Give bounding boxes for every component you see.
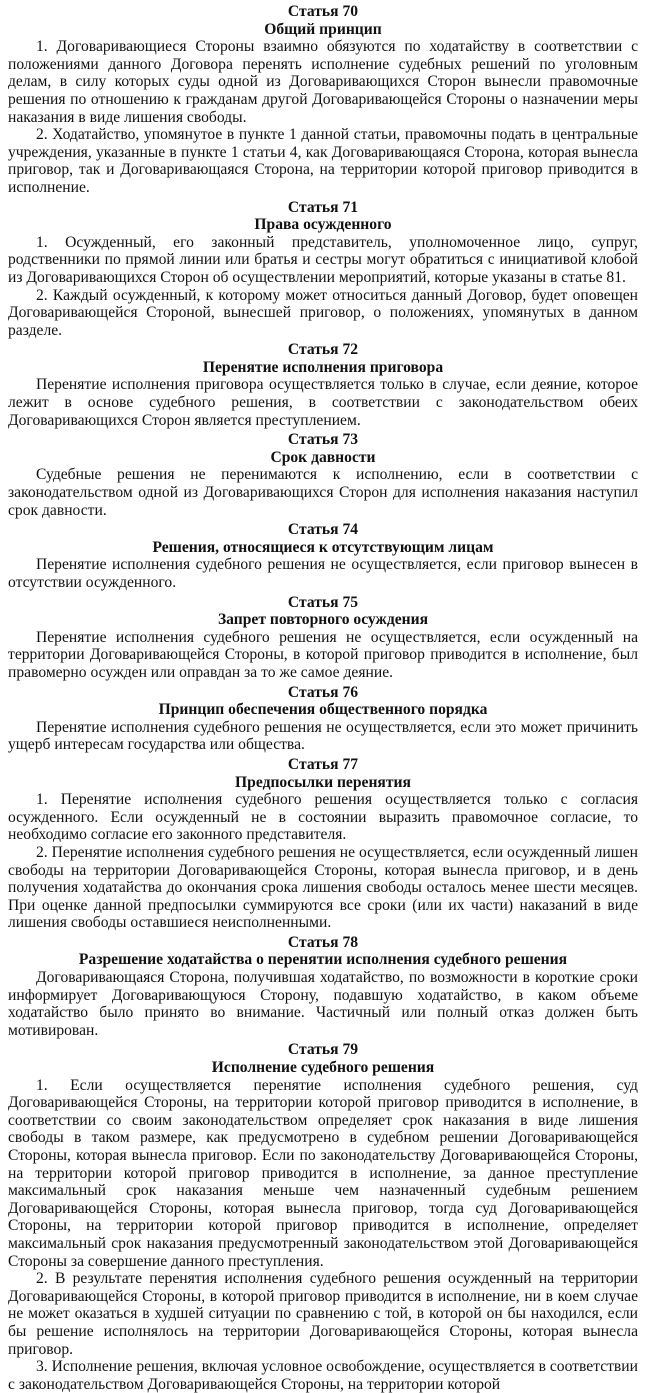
article-72: [8, 341, 638, 429]
article-paragraph: 2. Ходатайство, упомянутое в пункте 1 данной статьи, правомочны подать в центральные учреждения, указанные в пункте 1 статьи 4, как Договаривающаяся Сторона, которая вынесла приговор, так и Договаривающаяся Сторона, на территории которой приговор приводится в исполнение.: [8, 126, 638, 196]
article-74: [8, 521, 638, 591]
article-paragraph: 1. Договаривающиеся Стороны взаимно обязуются по ходатайству в соответствии с положениями данного Договора перенять исполнение судебных решений по уголовным делам, в силу которых суды одной из Договаривающихся Сторон вынесли правомочные решения по отношению к гражданам другой Договаривающейся Стороны о назначении меры наказания в виде лишения свободы.: [8, 38, 638, 126]
article-paragraph: 1. Перенятие исполнения судебного решения осуществляется только с согласия осужденного. Если осужденный не в состоянии выразить правомочное согласие, то необходимо согласие его законного представителя.: [8, 791, 638, 844]
article-title: Перенятие исполнения приговора: [202, 358, 444, 376]
article-70: [8, 3, 638, 197]
article-title: Принцип обеспечения общественного порядка: [158, 701, 488, 719]
article-paragraph: Перенятие исполнения судебного решения не осуществляется, если осужденный на территории Договаривающейся Стороны, в которой приговор приводится в исполнение, был правомерно осужден или оправдан за то же самое деяние.: [8, 628, 638, 681]
article-paragraph: 1. Если осуществляется перенятие исполнения судебного решения, суд Договаривающейся Стороны, на территории которой приговор приводится в исполнение, в соответствии со своим законодательством определяет срок наказания в виде лишения свободы в таком размере, как предусмотрено в судебном решении Договаривающейся Стороны, которая вынесла приговор. Если по законодательству Договаривающейся Стороны, на территории которой приговор приводится в исполнение, за данное преступление максимальный срок наказания меньше чем назначенный судебным решением Договаривающейся Стороны, которая вынесла приговор, тогда суд Договаривающейся Стороны, на территории которой приговор приводится в исполнение, определяет максимальный срок наказания предусмотренный законодательством этой Договаривающейся Стороны за совершение данного преступления.: [8, 1076, 638, 1270]
article-number: Статья 72: [287, 341, 359, 359]
article-number: Статья 78: [287, 933, 359, 951]
article-71: [8, 199, 638, 340]
article-number: Статья 70: [287, 3, 359, 20]
article-number: Статья 71: [287, 198, 359, 216]
article-paragraph: 2. В результате перенятия исполнения судебного решения осужденный на территории Договаривающейся Стороны, в которой приговор приводится в исполнение, ни в коем случае не может оказаться в худшей ситуации по сравнению с той, в которой он бы находился, если бы решение исполнялось на территории Договаривающейся Стороны, которая вынесла приговор.: [8, 1270, 638, 1358]
article-title: Общий принцип: [264, 20, 382, 38]
article-paragraph: Перенятие исполнения приговора осуществляется только в случае, если деяние, которое лежит в основе судебного решения, в соответствии с законодательством обеих Договаривающихся Сторон является преступлением.: [8, 376, 638, 429]
article-paragraph: Перенятие исполнения судебного решения не осуществляется, если это может причинить ущерб интересам государства или общества.: [8, 718, 638, 754]
article-number: Статья 76: [287, 683, 359, 701]
article-title: Срок давности: [270, 448, 376, 466]
article-73: [8, 431, 638, 519]
article-title: Исполнение судебного решения: [211, 1059, 435, 1077]
article-title: Предпосылки перенятия: [235, 773, 411, 791]
article-number: Статья 79: [287, 1041, 359, 1059]
article-title: Права осужденного: [254, 216, 392, 234]
article-number: Статья 75: [287, 593, 359, 611]
article-78: [8, 934, 638, 1040]
article-paragraph: 1. Осужденный, его законный представитель, уполномоченное лицо, супруг, родственники по прямой линии или братья и сестры могут обратиться с инициативой клобой из Договаривающихся Сторон об осуществлении мероприятий, которые указаны в статье 81.: [8, 233, 638, 286]
article-title: Запрет повторного осуждения: [217, 611, 429, 629]
article-number: Статья 73: [287, 431, 359, 449]
article-paragraph: Договаривающаяся Сторона, получившая ходатайство, по возможности в короткие сроки информирует Договаривающуюся Сторону, подавшую ходатайство, в каком объеме ходатайство было принято во внимание. Частичный или полный отказ должен быть мотивирован.: [8, 969, 638, 1039]
article-75: [8, 594, 638, 682]
article-77: [8, 756, 638, 932]
article-76: [8, 684, 638, 754]
article-79: [8, 1041, 638, 1393]
article-paragraph: Судебные решения не перенимаются к исполнению, если в соответствии с законодательством одной из Договаривающихся Сторон для исполнения наказания наступил срок давности.: [8, 466, 638, 519]
article-title: Разрешение ходатайства о перенятии исполнения судебного решения: [78, 951, 568, 969]
article-paragraph: 2. Каждый осужденный, к которому может относиться данный Договор, будет оповещен Договаривающейся Стороной, вынесшей приговор, о положениях, упомянутых в данном разделе.: [8, 286, 638, 339]
article-paragraph: Перенятие исполнения судебного решения не осуществляется, если приговор вынесен в отсутствии осужденного.: [8, 556, 638, 591]
document-page: [8, 1, 638, 1393]
article-paragraph: 2. Перенятие исполнения судебного решения не осуществляется, если осужденный лишен свободы на территории Договаривающейся Стороны, которая вынесла приговор, и в день получения ходатайства до окончания срока лишения свободы осталось менее шести месяцев. При оценке данной предпосылки суммируются все сроки (или их части) наказаний в виде лишения свободы оставшиеся неисполненными.: [8, 843, 638, 932]
article-number: Статья 74: [287, 521, 359, 539]
article-paragraph: 3. Исполнение решения, включая условное освобождение, осуществляется в соответствии с законодательством Договаривающейся Стороны, на территории которой: [8, 1358, 638, 1393]
article-number: Статья 77: [287, 755, 359, 773]
article-title: Решения, относящиеся к отсутствующим лицам: [152, 538, 494, 556]
